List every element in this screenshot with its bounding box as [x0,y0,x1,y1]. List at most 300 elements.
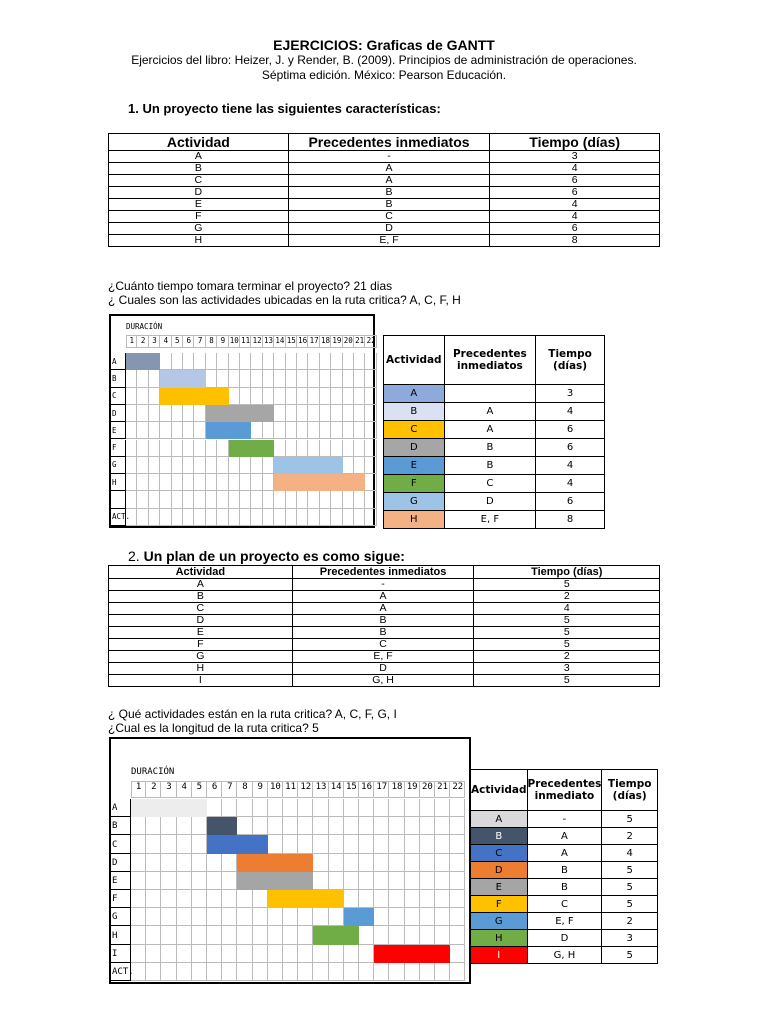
activity-swatch: F [384,475,445,493]
grid-cell [354,353,365,370]
grid-cell [354,388,365,405]
gantt-bar [160,388,228,405]
grid-cell [450,908,465,926]
table-cell: B [288,187,490,199]
grid-cell [313,817,328,835]
grid-cell [405,890,420,908]
grid-cell [365,422,376,439]
time-cell: 5 [602,896,658,913]
predecessor-cell: A [444,403,536,421]
grid-cell [183,440,194,457]
table-cell: E [109,627,293,639]
duration-label: DURACIÓN [126,322,163,331]
grid-cell [374,835,389,853]
grid-cell [240,491,251,508]
grid-cell [359,799,374,817]
grid-cell [344,835,359,853]
table-cell: A [288,175,490,187]
grid-cell [359,854,374,872]
row-label: ACT. [112,512,131,522]
grid-cell [343,405,354,422]
grid-cell [450,872,465,890]
grid-cell [131,835,146,853]
table-row [109,579,660,591]
grid-cell [253,908,268,926]
grid-cell [320,491,331,508]
grid-cell [222,799,237,817]
grid-cell [240,353,251,370]
grid-cell [131,945,146,963]
grid-cell [331,440,342,457]
grid-cell [359,817,374,835]
row-label: C [112,391,117,401]
grid-cell [149,457,160,474]
grid-cell [365,509,376,526]
table-cell: 8 [490,235,660,247]
grid-cell [263,422,274,439]
gantt-bar [160,370,206,387]
grid-cell [331,405,342,422]
grid-cell [331,422,342,439]
grid-cell [237,963,252,981]
reference-line-2: Séptima edición. México: Pearson Educación. [261,68,507,82]
grid-cell [207,872,222,890]
grid-cell [177,908,192,926]
grid-cell [229,370,240,387]
grid-cell [308,440,319,457]
grid-cell [131,854,146,872]
column-header: Precedentes inmediatos [288,134,490,151]
grid-cell [283,945,298,963]
grid-cell [229,457,240,474]
grid-cell [313,854,328,872]
grid-cell [359,926,374,944]
grid-cell [365,491,376,508]
table-cell: A [292,603,474,615]
grid-cell [274,509,285,526]
grid-cell [253,945,268,963]
grid-cell [206,440,217,457]
table-cell: H [109,663,293,675]
grid-cell [435,926,450,944]
predecessor-cell: B [527,862,602,879]
ex1-question-1: ¿Cuánto tiempo tomara terminar el proyecto? 21 dias [108,279,393,293]
row-label: E [112,875,118,886]
day-number: 20 [421,782,433,792]
grid-cell [405,963,420,981]
table-cell: E, F [292,651,474,663]
time-cell: 4 [602,845,658,862]
grid-cell [146,890,161,908]
grid-cell [194,457,205,474]
table-cell: G [109,223,289,235]
grid-cell [450,963,465,981]
predecessor-cell: C [527,896,602,913]
table-cell: 5 [474,675,660,687]
table-cell: 5 [474,615,660,627]
activity-swatch: G [471,913,528,930]
ex2-heading-number: 2. [128,548,140,564]
grid-cell [343,353,354,370]
day-number: 16 [361,782,373,792]
time-cell: 6 [536,439,605,457]
table-cell: E, F [288,235,490,247]
grid-cell [313,835,328,853]
grid-cell [263,457,274,474]
grid-cell [131,890,146,908]
row-label: F [112,443,117,453]
ex2-color-table [470,769,658,964]
grid-cell [217,491,228,508]
row-label: E [112,425,117,435]
color-table-row [384,403,605,421]
grid-cell [297,353,308,370]
grid-cell [161,945,176,963]
grid-cell [320,422,331,439]
grid-cell [286,491,297,508]
table-row [109,235,660,247]
column-header: Tiempo (días) [474,566,660,579]
table-cell: D [292,663,474,675]
grid-cell [286,405,297,422]
grid-cell [222,963,237,981]
gantt-bar [374,945,450,963]
grid-cell [149,474,160,491]
grid-cell [237,926,252,944]
activity-swatch: B [471,828,528,845]
time-cell: 5 [602,862,658,879]
row-label: I [112,948,118,959]
color-table-header: Precedentes inmediato [527,770,602,811]
grid-cell [450,890,465,908]
table-row [109,175,660,187]
grid-cell [389,854,404,872]
table-cell: G, H [292,675,474,687]
activity-swatch: D [471,862,528,879]
grid-cell [344,817,359,835]
grid-cell [297,509,308,526]
grid-cell [192,890,207,908]
grid-cell [172,474,183,491]
gantt-bar [207,817,237,835]
ex1-data-table [108,133,660,247]
table-row [109,627,660,639]
grid-cell [137,474,148,491]
grid-cell [192,854,207,872]
day-number: 9 [220,336,226,345]
grid-cell [389,890,404,908]
grid-cell [374,854,389,872]
grid-cell [343,440,354,457]
grid-cell [420,854,435,872]
row-label: B [112,373,117,383]
grid-cell [207,908,222,926]
grid-cell [435,817,450,835]
color-table-row [471,862,658,879]
grid-cell [207,926,222,944]
grid-cell [229,491,240,508]
grid-cell [206,509,217,526]
grid-cell [192,817,207,835]
grid-cell [320,509,331,526]
day-number: 15 [345,782,357,792]
grid-cell [194,422,205,439]
grid-cell [389,835,404,853]
time-cell: 2 [602,913,658,930]
grid-cell [274,422,285,439]
grid-cell [126,440,137,457]
grid-cell [237,890,252,908]
time-cell: 3 [602,930,658,947]
table-cell: A [292,591,474,603]
predecessor-cell: G, H [527,947,602,964]
grid-cell [283,963,298,981]
activity-swatch: I [471,947,528,964]
activity-swatch: A [384,385,445,403]
gantt-bar [237,854,313,872]
day-number: 20 [343,336,353,345]
grid-cell [172,405,183,422]
table-row [109,187,660,199]
day-number: 22 [366,336,376,345]
day-number: 12 [300,782,312,792]
time-cell: 2 [602,828,658,845]
grid-cell [308,353,319,370]
grid-cell [126,457,137,474]
grid-cell [137,370,148,387]
grid-cell [268,835,283,853]
grid-cell [389,799,404,817]
grid-cell [283,835,298,853]
table-cell: 2 [474,651,660,663]
activity-swatch: G [384,493,445,511]
table-row [109,591,660,603]
grid-cell [274,405,285,422]
grid-cell [229,474,240,491]
grid-cell [240,457,251,474]
grid-cell [253,963,268,981]
column-header: Tiempo (días) [490,134,660,151]
table-cell: 5 [474,639,660,651]
grid-cell [298,817,313,835]
grid-cell [374,799,389,817]
day-number: 18 [320,336,330,345]
grid-cell [194,509,205,526]
gantt-bar [274,474,365,491]
ex1-color-table [383,335,605,529]
grid-cell [298,945,313,963]
grid-cell [131,908,146,926]
day-number: 2 [151,782,157,792]
grid-cell [253,926,268,944]
predecessor-cell: A [527,845,602,862]
grid-cell [359,890,374,908]
row-label: ACT. [112,966,134,977]
day-number: 15 [286,336,296,345]
grid-cell [222,945,237,963]
grid-cell [172,457,183,474]
grid-cell [274,353,285,370]
grid-cell [206,353,217,370]
grid-cell [329,799,344,817]
grid-cell [329,817,344,835]
grid-cell [177,926,192,944]
time-cell: 5 [602,947,658,964]
grid-cell [313,799,328,817]
grid-cell [389,872,404,890]
day-number: 13 [315,782,327,792]
grid-cell [149,509,160,526]
grid-cell [161,872,176,890]
grid-cell [435,799,450,817]
table-cell: B [109,163,289,175]
grid-cell [222,908,237,926]
grid-cell [320,405,331,422]
reference-line-1: Ejercicios del libro: Heizer, J. y Render, B. (2009). Principios de administración de operaciones. [131,53,637,67]
grid-cell [251,388,262,405]
grid-cell [331,353,342,370]
table-cell: 4 [474,603,660,615]
ex1-question-2: ¿ Cuales son las actividades ubicadas en la ruta critica? A, C, F, H [108,293,461,307]
gantt-bar [344,908,374,926]
grid-cell [177,890,192,908]
table-cell: D [109,187,289,199]
grid-cell [329,854,344,872]
grid-cell [161,854,176,872]
table-cell: 6 [490,175,660,187]
color-table-row [471,879,658,896]
grid-cell [160,491,171,508]
grid-cell [263,353,274,370]
gantt-bar [237,872,313,890]
grid-cell [251,370,262,387]
color-table-row [384,385,605,403]
grid-cell [222,926,237,944]
predecessor-cell: D [444,493,536,511]
ex2-question-1: ¿ Qué actividades están en la ruta critica? A, C, F, G, I [108,707,397,721]
predecessor-cell: A [444,421,536,439]
day-number: 19 [332,336,342,345]
grid-cell [268,945,283,963]
grid-cell [160,457,171,474]
grid-cell [365,353,376,370]
grid-cell [194,491,205,508]
grid-cell [365,370,376,387]
grid-cell [237,799,252,817]
grid-cell [126,509,137,526]
time-cell: 5 [602,879,658,896]
grid-cell [297,388,308,405]
grid-cell [331,509,342,526]
grid-cell [237,817,252,835]
grid-cell [329,908,344,926]
activity-swatch: D [384,439,445,457]
grid-cell [274,491,285,508]
grid-cell [251,353,262,370]
day-number: 3 [152,336,157,345]
grid-cell [405,799,420,817]
table-cell: 5 [474,579,660,591]
grid-cell [146,945,161,963]
grid-cell [160,422,171,439]
grid-cell [420,926,435,944]
grid-cell [389,926,404,944]
grid-cell [137,388,148,405]
grid-cell [343,509,354,526]
grid-cell [137,509,148,526]
day-number: 12 [252,336,262,345]
time-cell: 4 [536,403,605,421]
grid-cell [194,353,205,370]
grid-cell [160,405,171,422]
color-table-row [384,421,605,439]
table-row [109,603,660,615]
grid-cell [192,872,207,890]
grid-cell [172,440,183,457]
activity-swatch: H [384,511,445,529]
table-cell: C [109,603,293,615]
grid-cell [420,817,435,835]
grid-cell [359,945,374,963]
grid-cell [183,353,194,370]
ex2-question-2: ¿Cual es la longitud de la ruta critica? 5 [108,721,319,735]
grid-cell [253,890,268,908]
table-cell: 4 [490,211,660,223]
grid-cell [126,474,137,491]
predecessor-cell: A [527,828,602,845]
color-table-row [384,475,605,493]
grid-cell [331,491,342,508]
grid-cell [320,370,331,387]
grid-cell [217,509,228,526]
activity-swatch: E [384,457,445,475]
table-row [109,675,660,687]
grid-cell [251,422,262,439]
grid-cell [146,817,161,835]
page-title: EJERCICIOS: Graficas de GANTT [273,37,495,53]
grid-cell [435,890,450,908]
grid-cell [126,370,137,387]
grid-cell [183,509,194,526]
grid-cell [172,353,183,370]
grid-cell [192,835,207,853]
grid-cell [343,457,354,474]
row-label: G [112,460,117,470]
grid-cell [374,817,389,835]
day-number: 1 [129,336,134,345]
grid-cell [183,491,194,508]
table-cell: G [109,651,293,663]
grid-cell [435,872,450,890]
grid-cell [160,509,171,526]
grid-cell [329,835,344,853]
table-cell: D [109,615,293,627]
grid-cell [240,388,251,405]
grid-cell [308,388,319,405]
grid-cell [283,908,298,926]
row-label: C [112,839,118,850]
table-cell: C [292,639,474,651]
grid-cell [160,353,171,370]
duration-label: DURACIÓN [131,767,175,777]
grid-cell [183,405,194,422]
grid-cell [146,872,161,890]
time-cell: 5 [602,811,658,828]
grid-cell [283,799,298,817]
grid-cell [297,405,308,422]
predecessor-cell: D [527,930,602,947]
table-cell: F [109,211,289,223]
